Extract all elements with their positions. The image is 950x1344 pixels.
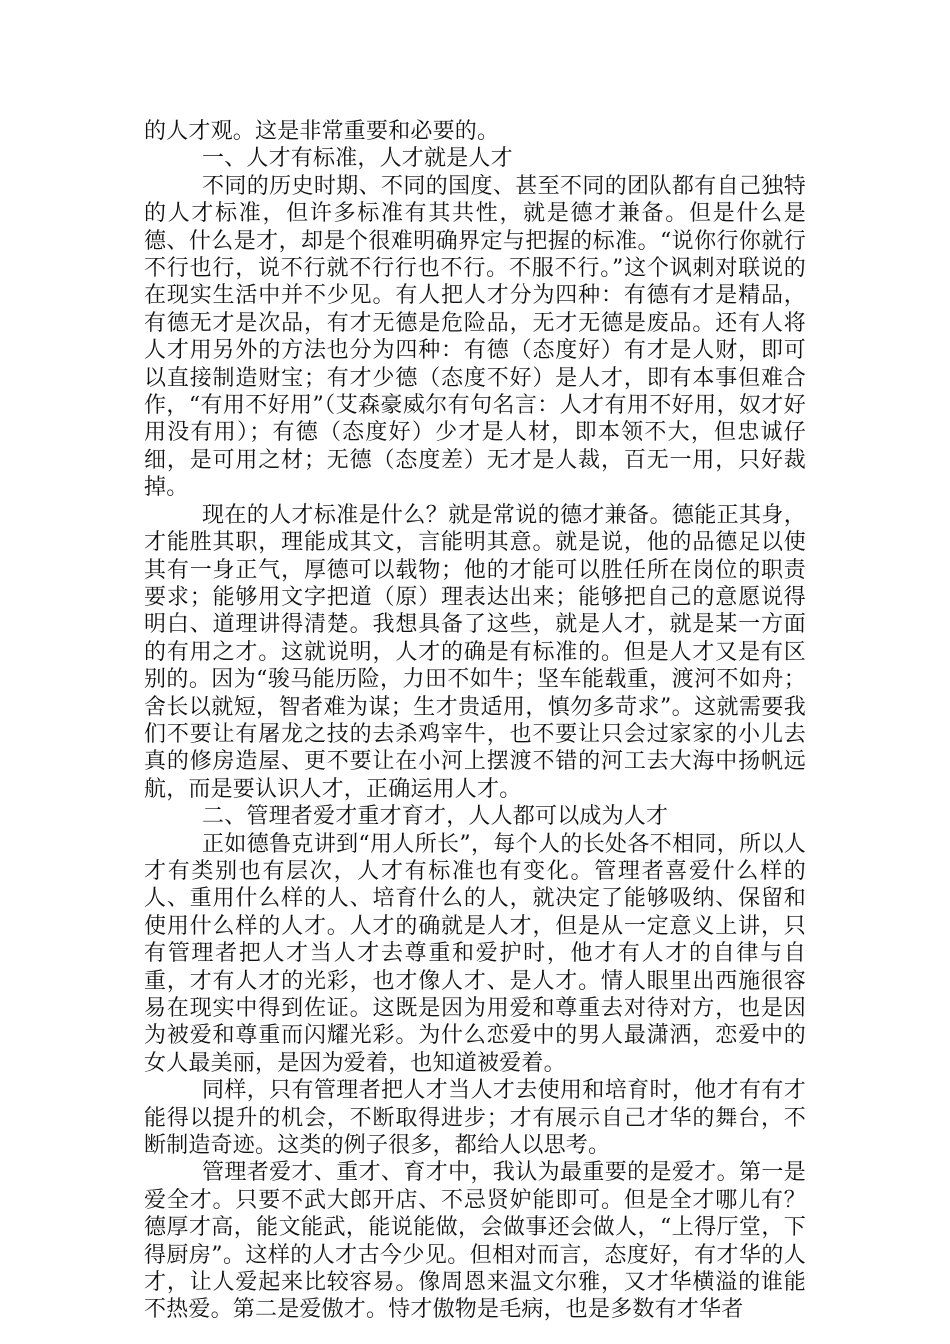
body-paragraph: 同样，只有管理者把人才当人才去使用和培育时，他才有有才能得以提升的机会，不断取得进步；才有展示自己才华的舞台，不断制造奇迹。这类的例子很多，都给人以思考。 [144, 1078, 806, 1159]
body-paragraph: 不同的历史时期、不同的国度、甚至不同的团队都有自己独特的人才标准，但许多标准有其共性，就是德才兼备。但是什么是德、什么是才，却是个很难明确界定与把握的标准。“说你行你就行不行也行，说不行就不行行也不行。不服不行。”这个讽刺对联说的在现实生活中并不少见。有人把人才分为四种：有德有才是精品，有德无才是次品，有才无德是危险品，无才无德是废品。还有人将人才用另外的方法也分为四种：有德（态度好）有才是人财，即可以直接制造财宝；有才少德（态度不好）是人才，即有本事但难合作，“有用不好用”（艾森豪威尔有句名言：人才有用不好用，奴才好用没有用）；有德（态度好）少才是人材，即本领不大，但忠诚仔细，是可用之材；无德（态度差）无才是人裁，百无一用，只好裁掉。 [144, 173, 806, 501]
body-paragraph: 正如德鲁克讲到“用人所长”，每个人的长处各不相同，所以人才有类别也有层次，人才有标准也有变化。管理者喜爱什么样的人、重用什么样的人、培育什么的人，就决定了能够吸纳、保留和使用什么样的人才。人才的确就是人才，但是从一定意义上讲，只有管理者把人才当人才去尊重和爱护时，他才有人才的自律与自重，才有人才的光彩，也才像人才、是人才。情人眼里出西施很容易在现实中得到佐证。这既是因为用爱和尊重去对待对方，也是因为被爱和尊重而闪耀光彩。为什么恋爱中的男人最潇洒，恋爱中的女人最美丽，是因为爱着，也知道被爱着。 [144, 831, 806, 1076]
document-body [144, 118, 806, 1324]
section-heading-2: 二、管理者爱才重才育才，人人都可以成为人才 [202, 804, 669, 830]
section-heading-1: 一、人才有标准，人才就是人才 [202, 146, 513, 172]
body-paragraph: 管理者爱才、重才、育才中，我认为最重要的是爱才。第一是爱全才。只要不武大郎开店、不忌贤妒能即可。但是全才哪儿有？德厚才高，能文能武，能说能做，会做事还会做人，“上得厅堂，下得厨房”。这样的人才古今少见。但相对而言，态度好，有才华的人才，让人爱起来比较容易。像周恩来温文尔雅，又才华横溢的谁能不热爱。第二是爱傲才。恃才傲物是毛病，也是多数有才华者 [144, 1160, 806, 1323]
paragraph-continuation: 的人才观。这是非常重要和必要的。 [144, 119, 500, 144]
body-paragraph: 现在的人才标准是什么？就是常说的德才兼备。德能正其身，才能胜其职，理能成其文，言能明其意。就是说，他的品德足以使其有一身正气，厚德可以载物；他的才能可以胜任所在岗位的职责要求；能够用文字把道（原）理表达出来；能够把自己的意愿说得明白、道理讲得清楚。我想具备了这些，就是人才，就是某一方面的有用之才。这就说明，人才的确是有标准的。但是人才又是有区别的。因为“骏马能历险，力田不如牛；坚车能载重，渡河不如舟；舍长以就短，智者难为谋；生才贵适用，慎勿多苛求”。这就需要我们不要让有屠龙之技的去杀鸡宰牛，也不要让只会过家家的小儿去真的修房造屋、更不要让在小河上摆渡不错的河工去大海中扬帆远航，而是要认识人才，正确运用人才。 [144, 502, 806, 802]
